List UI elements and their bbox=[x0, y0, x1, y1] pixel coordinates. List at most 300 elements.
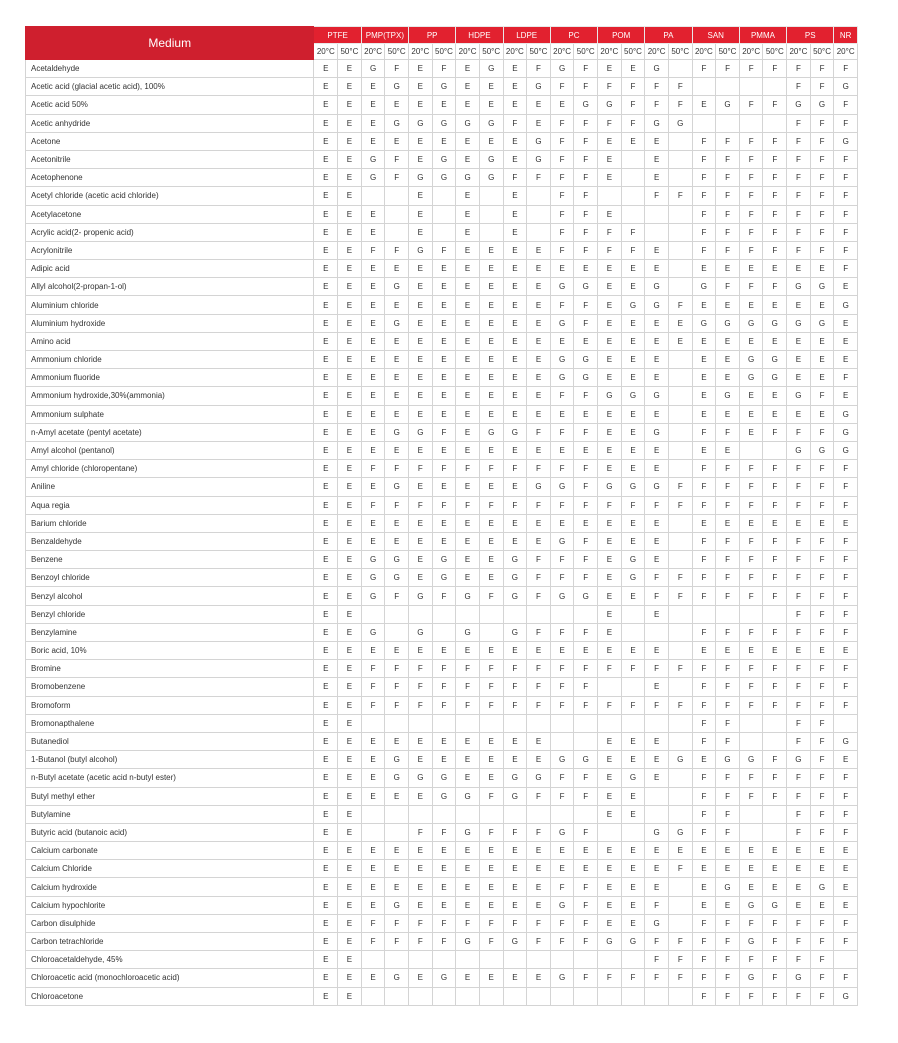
resistance-rating-cell: F bbox=[692, 60, 716, 78]
material-header-pmp-tpx: PMP(TPX) bbox=[361, 27, 408, 44]
resistance-rating-cell: E bbox=[409, 441, 433, 459]
resistance-rating-cell: G bbox=[834, 296, 858, 314]
resistance-rating-cell: F bbox=[834, 114, 858, 132]
resistance-rating-cell: F bbox=[739, 478, 763, 496]
table-row bbox=[26, 623, 858, 641]
resistance-rating-cell: F bbox=[456, 496, 480, 514]
resistance-rating-cell: E bbox=[314, 278, 338, 296]
resistance-rating-cell: F bbox=[479, 660, 503, 678]
resistance-rating-cell: F bbox=[503, 169, 527, 187]
resistance-rating-cell bbox=[739, 441, 763, 459]
resistance-rating-cell: E bbox=[621, 787, 645, 805]
material-header-ptfe: PTFE bbox=[314, 27, 361, 44]
resistance-rating-cell: G bbox=[574, 751, 598, 769]
resistance-rating-cell: G bbox=[456, 933, 480, 951]
resistance-rating-cell: E bbox=[692, 296, 716, 314]
resistance-rating-cell: E bbox=[314, 896, 338, 914]
resistance-rating-cell: E bbox=[479, 405, 503, 423]
resistance-rating-cell: G bbox=[361, 623, 385, 641]
resistance-rating-cell: E bbox=[479, 132, 503, 150]
resistance-rating-cell: E bbox=[763, 514, 787, 532]
resistance-rating-cell: E bbox=[716, 296, 740, 314]
resistance-rating-cell bbox=[621, 623, 645, 641]
resistance-rating-cell: E bbox=[692, 441, 716, 459]
resistance-rating-cell bbox=[763, 732, 787, 750]
resistance-rating-cell: F bbox=[716, 423, 740, 441]
resistance-rating-cell: E bbox=[787, 296, 811, 314]
medium-name: Acetone bbox=[26, 132, 314, 150]
table-row bbox=[26, 914, 858, 932]
resistance-rating-cell: F bbox=[834, 623, 858, 641]
resistance-rating-cell: E bbox=[314, 78, 338, 96]
resistance-rating-cell: F bbox=[692, 187, 716, 205]
resistance-rating-cell: F bbox=[763, 987, 787, 1005]
resistance-rating-cell: E bbox=[527, 751, 551, 769]
resistance-rating-cell: F bbox=[527, 60, 551, 78]
resistance-rating-cell: E bbox=[574, 860, 598, 878]
resistance-rating-cell: E bbox=[409, 514, 433, 532]
resistance-rating-cell: E bbox=[456, 241, 480, 259]
resistance-rating-cell: E bbox=[361, 223, 385, 241]
resistance-rating-cell: E bbox=[361, 969, 385, 987]
resistance-rating-cell: F bbox=[550, 423, 574, 441]
resistance-rating-cell: E bbox=[409, 278, 433, 296]
resistance-rating-cell: E bbox=[598, 532, 622, 550]
resistance-rating-cell: F bbox=[739, 169, 763, 187]
resistance-rating-cell bbox=[385, 187, 409, 205]
resistance-rating-cell: F bbox=[621, 96, 645, 114]
resistance-rating-cell: E bbox=[314, 187, 338, 205]
resistance-rating-cell: E bbox=[432, 369, 456, 387]
resistance-rating-cell: E bbox=[361, 387, 385, 405]
resistance-rating-cell: F bbox=[834, 496, 858, 514]
resistance-rating-cell: F bbox=[550, 769, 574, 787]
resistance-rating-cell: E bbox=[739, 423, 763, 441]
resistance-rating-cell bbox=[668, 369, 692, 387]
resistance-rating-cell: E bbox=[834, 896, 858, 914]
resistance-rating-cell: F bbox=[716, 60, 740, 78]
resistance-rating-cell bbox=[621, 714, 645, 732]
resistance-rating-cell: G bbox=[810, 441, 834, 459]
resistance-rating-cell bbox=[598, 987, 622, 1005]
resistance-rating-cell: E bbox=[456, 732, 480, 750]
table-row bbox=[26, 551, 858, 569]
resistance-rating-cell: F bbox=[716, 678, 740, 696]
resistance-rating-cell: E bbox=[409, 132, 433, 150]
resistance-rating-cell: E bbox=[645, 551, 669, 569]
resistance-rating-cell: F bbox=[787, 660, 811, 678]
resistance-rating-cell: F bbox=[763, 751, 787, 769]
resistance-rating-cell: F bbox=[574, 132, 598, 150]
resistance-rating-cell: F bbox=[432, 60, 456, 78]
resistance-rating-cell: F bbox=[385, 696, 409, 714]
temperature-header: 20°C bbox=[787, 44, 811, 60]
resistance-rating-cell: F bbox=[574, 532, 598, 550]
resistance-rating-cell: F bbox=[479, 787, 503, 805]
resistance-rating-cell: F bbox=[527, 623, 551, 641]
resistance-rating-cell: F bbox=[432, 496, 456, 514]
resistance-rating-cell: E bbox=[787, 642, 811, 660]
resistance-rating-cell: E bbox=[314, 696, 338, 714]
medium-name: Benzyl alcohol bbox=[26, 587, 314, 605]
resistance-rating-cell: E bbox=[645, 332, 669, 350]
resistance-rating-cell: F bbox=[716, 460, 740, 478]
resistance-rating-cell: E bbox=[409, 787, 433, 805]
resistance-rating-cell: F bbox=[739, 951, 763, 969]
resistance-rating-cell: F bbox=[763, 551, 787, 569]
resistance-rating-cell: F bbox=[810, 114, 834, 132]
resistance-rating-cell: G bbox=[361, 150, 385, 168]
resistance-rating-cell: G bbox=[385, 478, 409, 496]
resistance-rating-cell: F bbox=[763, 496, 787, 514]
resistance-rating-cell: G bbox=[668, 823, 692, 841]
resistance-rating-cell: F bbox=[834, 933, 858, 951]
resistance-rating-cell: F bbox=[692, 132, 716, 150]
resistance-rating-cell bbox=[668, 732, 692, 750]
resistance-rating-cell: F bbox=[716, 169, 740, 187]
resistance-rating-cell: E bbox=[314, 314, 338, 332]
resistance-rating-cell: E bbox=[361, 114, 385, 132]
resistance-rating-cell: E bbox=[645, 514, 669, 532]
resistance-rating-cell: G bbox=[503, 933, 527, 951]
temperature-header: 20°C bbox=[834, 44, 858, 60]
resistance-rating-cell: G bbox=[456, 114, 480, 132]
table-row bbox=[26, 769, 858, 787]
resistance-rating-cell: F bbox=[692, 678, 716, 696]
resistance-rating-cell: F bbox=[787, 187, 811, 205]
resistance-rating-cell: F bbox=[645, 933, 669, 951]
resistance-rating-cell: G bbox=[645, 823, 669, 841]
resistance-rating-cell: E bbox=[385, 387, 409, 405]
resistance-rating-cell: F bbox=[716, 532, 740, 550]
resistance-rating-cell: E bbox=[527, 296, 551, 314]
resistance-rating-cell: E bbox=[456, 551, 480, 569]
resistance-rating-cell: F bbox=[739, 496, 763, 514]
resistance-rating-cell: E bbox=[409, 387, 433, 405]
resistance-rating-cell bbox=[361, 805, 385, 823]
resistance-rating-cell: E bbox=[598, 860, 622, 878]
medium-name: Carbon disulphide bbox=[26, 914, 314, 932]
resistance-rating-cell: E bbox=[338, 278, 362, 296]
resistance-rating-cell bbox=[668, 278, 692, 296]
resistance-rating-cell: G bbox=[739, 896, 763, 914]
resistance-rating-cell: E bbox=[432, 351, 456, 369]
resistance-rating-cell: F bbox=[668, 696, 692, 714]
resistance-rating-cell: F bbox=[692, 696, 716, 714]
resistance-rating-cell: E bbox=[479, 314, 503, 332]
resistance-rating-cell bbox=[621, 169, 645, 187]
resistance-rating-cell: E bbox=[432, 751, 456, 769]
resistance-rating-cell: F bbox=[668, 860, 692, 878]
resistance-rating-cell: F bbox=[834, 805, 858, 823]
resistance-rating-cell: F bbox=[385, 587, 409, 605]
resistance-rating-cell: F bbox=[810, 132, 834, 150]
resistance-rating-cell: E bbox=[338, 205, 362, 223]
resistance-rating-cell: F bbox=[598, 241, 622, 259]
resistance-rating-cell: E bbox=[834, 351, 858, 369]
resistance-rating-cell: E bbox=[314, 441, 338, 459]
resistance-rating-cell: E bbox=[314, 551, 338, 569]
resistance-rating-cell: F bbox=[739, 660, 763, 678]
resistance-rating-cell: E bbox=[550, 405, 574, 423]
resistance-rating-cell: F bbox=[834, 369, 858, 387]
resistance-rating-cell: G bbox=[432, 551, 456, 569]
table-row bbox=[26, 496, 858, 514]
resistance-rating-cell: E bbox=[432, 278, 456, 296]
resistance-rating-cell: F bbox=[574, 169, 598, 187]
resistance-rating-cell bbox=[550, 805, 574, 823]
resistance-rating-cell: F bbox=[550, 241, 574, 259]
resistance-rating-cell: E bbox=[314, 805, 338, 823]
resistance-rating-cell: E bbox=[432, 860, 456, 878]
resistance-rating-cell: F bbox=[432, 241, 456, 259]
medium-name: Acetonitrile bbox=[26, 150, 314, 168]
resistance-rating-cell: E bbox=[409, 842, 433, 860]
resistance-rating-cell: E bbox=[361, 514, 385, 532]
resistance-rating-cell: F bbox=[810, 205, 834, 223]
resistance-rating-cell: E bbox=[834, 314, 858, 332]
resistance-rating-cell: F bbox=[550, 78, 574, 96]
resistance-rating-cell: F bbox=[692, 951, 716, 969]
resistance-rating-cell: F bbox=[810, 532, 834, 550]
resistance-rating-cell: E bbox=[338, 423, 362, 441]
table-row bbox=[26, 441, 858, 459]
resistance-rating-cell: F bbox=[810, 987, 834, 1005]
temperature-header: 50°C bbox=[716, 44, 740, 60]
resistance-rating-cell: G bbox=[645, 278, 669, 296]
table-row bbox=[26, 169, 858, 187]
resistance-rating-cell: E bbox=[456, 441, 480, 459]
resistance-rating-cell: G bbox=[385, 423, 409, 441]
resistance-rating-cell: F bbox=[574, 478, 598, 496]
material-header-san: SAN bbox=[692, 27, 739, 44]
resistance-rating-cell: E bbox=[787, 896, 811, 914]
medium-name: Acrylonitrile bbox=[26, 241, 314, 259]
resistance-rating-cell bbox=[385, 714, 409, 732]
resistance-rating-cell: F bbox=[598, 496, 622, 514]
resistance-rating-cell: F bbox=[385, 241, 409, 259]
medium-name: Ammonium chloride bbox=[26, 351, 314, 369]
resistance-rating-cell: G bbox=[432, 969, 456, 987]
resistance-rating-cell: F bbox=[621, 969, 645, 987]
resistance-rating-cell: E bbox=[621, 332, 645, 350]
resistance-rating-cell: E bbox=[621, 514, 645, 532]
resistance-rating-cell: E bbox=[479, 260, 503, 278]
resistance-rating-cell: F bbox=[834, 169, 858, 187]
table-row bbox=[26, 714, 858, 732]
temperature-header: 20°C bbox=[692, 44, 716, 60]
resistance-rating-cell: F bbox=[574, 60, 598, 78]
resistance-rating-cell: E bbox=[479, 860, 503, 878]
table-row bbox=[26, 150, 858, 168]
resistance-rating-cell: E bbox=[527, 241, 551, 259]
resistance-rating-cell: E bbox=[763, 387, 787, 405]
resistance-rating-cell: E bbox=[314, 987, 338, 1005]
resistance-rating-cell: F bbox=[787, 587, 811, 605]
resistance-rating-cell: F bbox=[716, 569, 740, 587]
resistance-rating-cell: E bbox=[550, 441, 574, 459]
resistance-rating-cell: E bbox=[314, 532, 338, 550]
resistance-rating-cell: F bbox=[763, 678, 787, 696]
resistance-rating-cell: E bbox=[787, 514, 811, 532]
resistance-rating-cell: F bbox=[834, 660, 858, 678]
resistance-rating-cell bbox=[739, 732, 763, 750]
resistance-rating-cell: E bbox=[456, 351, 480, 369]
medium-name: Adipic acid bbox=[26, 260, 314, 278]
resistance-rating-cell: F bbox=[834, 478, 858, 496]
resistance-rating-cell bbox=[834, 714, 858, 732]
resistance-rating-cell: F bbox=[810, 623, 834, 641]
resistance-rating-cell: E bbox=[456, 314, 480, 332]
resistance-rating-cell: F bbox=[692, 205, 716, 223]
resistance-rating-cell: E bbox=[692, 351, 716, 369]
resistance-rating-cell: F bbox=[763, 241, 787, 259]
resistance-rating-cell: E bbox=[409, 405, 433, 423]
resistance-rating-cell: E bbox=[527, 896, 551, 914]
resistance-rating-cell: F bbox=[810, 423, 834, 441]
resistance-rating-cell bbox=[668, 132, 692, 150]
resistance-rating-cell bbox=[550, 732, 574, 750]
resistance-rating-cell: G bbox=[834, 987, 858, 1005]
resistance-rating-cell: F bbox=[598, 660, 622, 678]
temperature-header: 50°C bbox=[432, 44, 456, 60]
resistance-rating-cell: E bbox=[716, 514, 740, 532]
resistance-rating-cell: F bbox=[787, 623, 811, 641]
resistance-rating-cell: E bbox=[598, 878, 622, 896]
resistance-rating-cell: E bbox=[479, 78, 503, 96]
resistance-rating-cell: G bbox=[527, 769, 551, 787]
resistance-rating-cell: E bbox=[503, 896, 527, 914]
resistance-rating-cell: E bbox=[645, 642, 669, 660]
resistance-rating-cell: E bbox=[409, 878, 433, 896]
resistance-rating-cell: E bbox=[479, 569, 503, 587]
resistance-rating-cell: E bbox=[314, 96, 338, 114]
resistance-rating-cell: E bbox=[409, 969, 433, 987]
resistance-rating-cell: F bbox=[834, 241, 858, 259]
resistance-rating-cell: E bbox=[668, 332, 692, 350]
resistance-rating-cell: F bbox=[739, 551, 763, 569]
resistance-rating-cell bbox=[621, 678, 645, 696]
resistance-rating-cell: G bbox=[739, 933, 763, 951]
resistance-rating-cell: E bbox=[385, 96, 409, 114]
resistance-rating-cell: E bbox=[456, 896, 480, 914]
resistance-rating-cell: E bbox=[314, 478, 338, 496]
resistance-rating-cell: G bbox=[550, 896, 574, 914]
resistance-rating-cell bbox=[739, 114, 763, 132]
resistance-rating-cell: E bbox=[314, 569, 338, 587]
resistance-rating-cell: F bbox=[550, 496, 574, 514]
resistance-rating-cell: E bbox=[621, 642, 645, 660]
medium-name: Butylamine bbox=[26, 805, 314, 823]
resistance-rating-cell: E bbox=[409, 260, 433, 278]
resistance-rating-cell: E bbox=[409, 296, 433, 314]
resistance-rating-cell bbox=[763, 823, 787, 841]
resistance-rating-cell bbox=[361, 605, 385, 623]
resistance-rating-cell: E bbox=[314, 496, 338, 514]
resistance-rating-cell: E bbox=[810, 260, 834, 278]
medium-name: Acetyl chloride (acetic acid chloride) bbox=[26, 187, 314, 205]
resistance-rating-cell: E bbox=[598, 460, 622, 478]
resistance-rating-cell bbox=[834, 951, 858, 969]
resistance-rating-cell: E bbox=[338, 860, 362, 878]
resistance-rating-cell: F bbox=[787, 732, 811, 750]
resistance-rating-cell: F bbox=[432, 933, 456, 951]
resistance-rating-cell: E bbox=[338, 587, 362, 605]
resistance-rating-cell: G bbox=[409, 423, 433, 441]
resistance-rating-cell: E bbox=[834, 878, 858, 896]
resistance-rating-cell bbox=[763, 114, 787, 132]
resistance-rating-cell bbox=[668, 987, 692, 1005]
resistance-rating-cell: E bbox=[716, 332, 740, 350]
resistance-rating-cell: E bbox=[716, 441, 740, 459]
resistance-rating-cell: F bbox=[716, 696, 740, 714]
resistance-rating-cell: E bbox=[621, 842, 645, 860]
resistance-rating-cell: F bbox=[550, 787, 574, 805]
resistance-rating-cell: G bbox=[361, 551, 385, 569]
resistance-rating-cell: E bbox=[338, 569, 362, 587]
resistance-rating-cell: F bbox=[645, 951, 669, 969]
resistance-rating-cell: F bbox=[385, 460, 409, 478]
resistance-rating-cell: E bbox=[385, 332, 409, 350]
resistance-rating-cell: E bbox=[479, 96, 503, 114]
resistance-rating-cell: E bbox=[621, 405, 645, 423]
resistance-rating-cell: G bbox=[409, 241, 433, 259]
resistance-rating-cell: E bbox=[598, 569, 622, 587]
table-row bbox=[26, 278, 858, 296]
resistance-rating-cell: G bbox=[668, 751, 692, 769]
resistance-rating-cell: G bbox=[361, 60, 385, 78]
medium-name: n-Butyl acetate (acetic acid n-butyl ester) bbox=[26, 769, 314, 787]
resistance-rating-cell: G bbox=[692, 314, 716, 332]
chemical-resistance-table bbox=[25, 26, 858, 1006]
resistance-rating-cell: F bbox=[550, 296, 574, 314]
resistance-rating-cell: E bbox=[763, 878, 787, 896]
resistance-rating-cell: E bbox=[550, 642, 574, 660]
resistance-rating-cell bbox=[645, 205, 669, 223]
resistance-rating-cell: E bbox=[716, 642, 740, 660]
resistance-rating-cell: F bbox=[692, 787, 716, 805]
resistance-rating-cell: E bbox=[432, 642, 456, 660]
resistance-rating-cell: E bbox=[763, 260, 787, 278]
resistance-rating-cell: F bbox=[810, 569, 834, 587]
resistance-rating-cell: E bbox=[574, 332, 598, 350]
resistance-rating-cell: E bbox=[314, 60, 338, 78]
resistance-rating-cell: E bbox=[409, 478, 433, 496]
resistance-rating-cell bbox=[739, 714, 763, 732]
resistance-rating-cell: F bbox=[716, 714, 740, 732]
resistance-rating-cell: F bbox=[692, 150, 716, 168]
resistance-rating-cell: F bbox=[361, 460, 385, 478]
resistance-rating-cell: G bbox=[787, 314, 811, 332]
resistance-rating-cell: G bbox=[621, 569, 645, 587]
resistance-rating-cell: E bbox=[503, 405, 527, 423]
resistance-rating-cell: E bbox=[503, 332, 527, 350]
resistance-rating-cell: E bbox=[621, 914, 645, 932]
resistance-rating-cell: F bbox=[810, 951, 834, 969]
resistance-rating-cell: F bbox=[692, 969, 716, 987]
resistance-rating-cell: E bbox=[527, 514, 551, 532]
resistance-rating-cell: G bbox=[503, 569, 527, 587]
resistance-rating-cell bbox=[503, 805, 527, 823]
resistance-rating-cell: E bbox=[503, 532, 527, 550]
resistance-rating-cell: F bbox=[834, 223, 858, 241]
resistance-rating-cell: E bbox=[361, 296, 385, 314]
table-row bbox=[26, 423, 858, 441]
resistance-rating-cell: F bbox=[550, 205, 574, 223]
resistance-rating-cell bbox=[668, 714, 692, 732]
table-row bbox=[26, 478, 858, 496]
resistance-rating-cell: E bbox=[385, 842, 409, 860]
